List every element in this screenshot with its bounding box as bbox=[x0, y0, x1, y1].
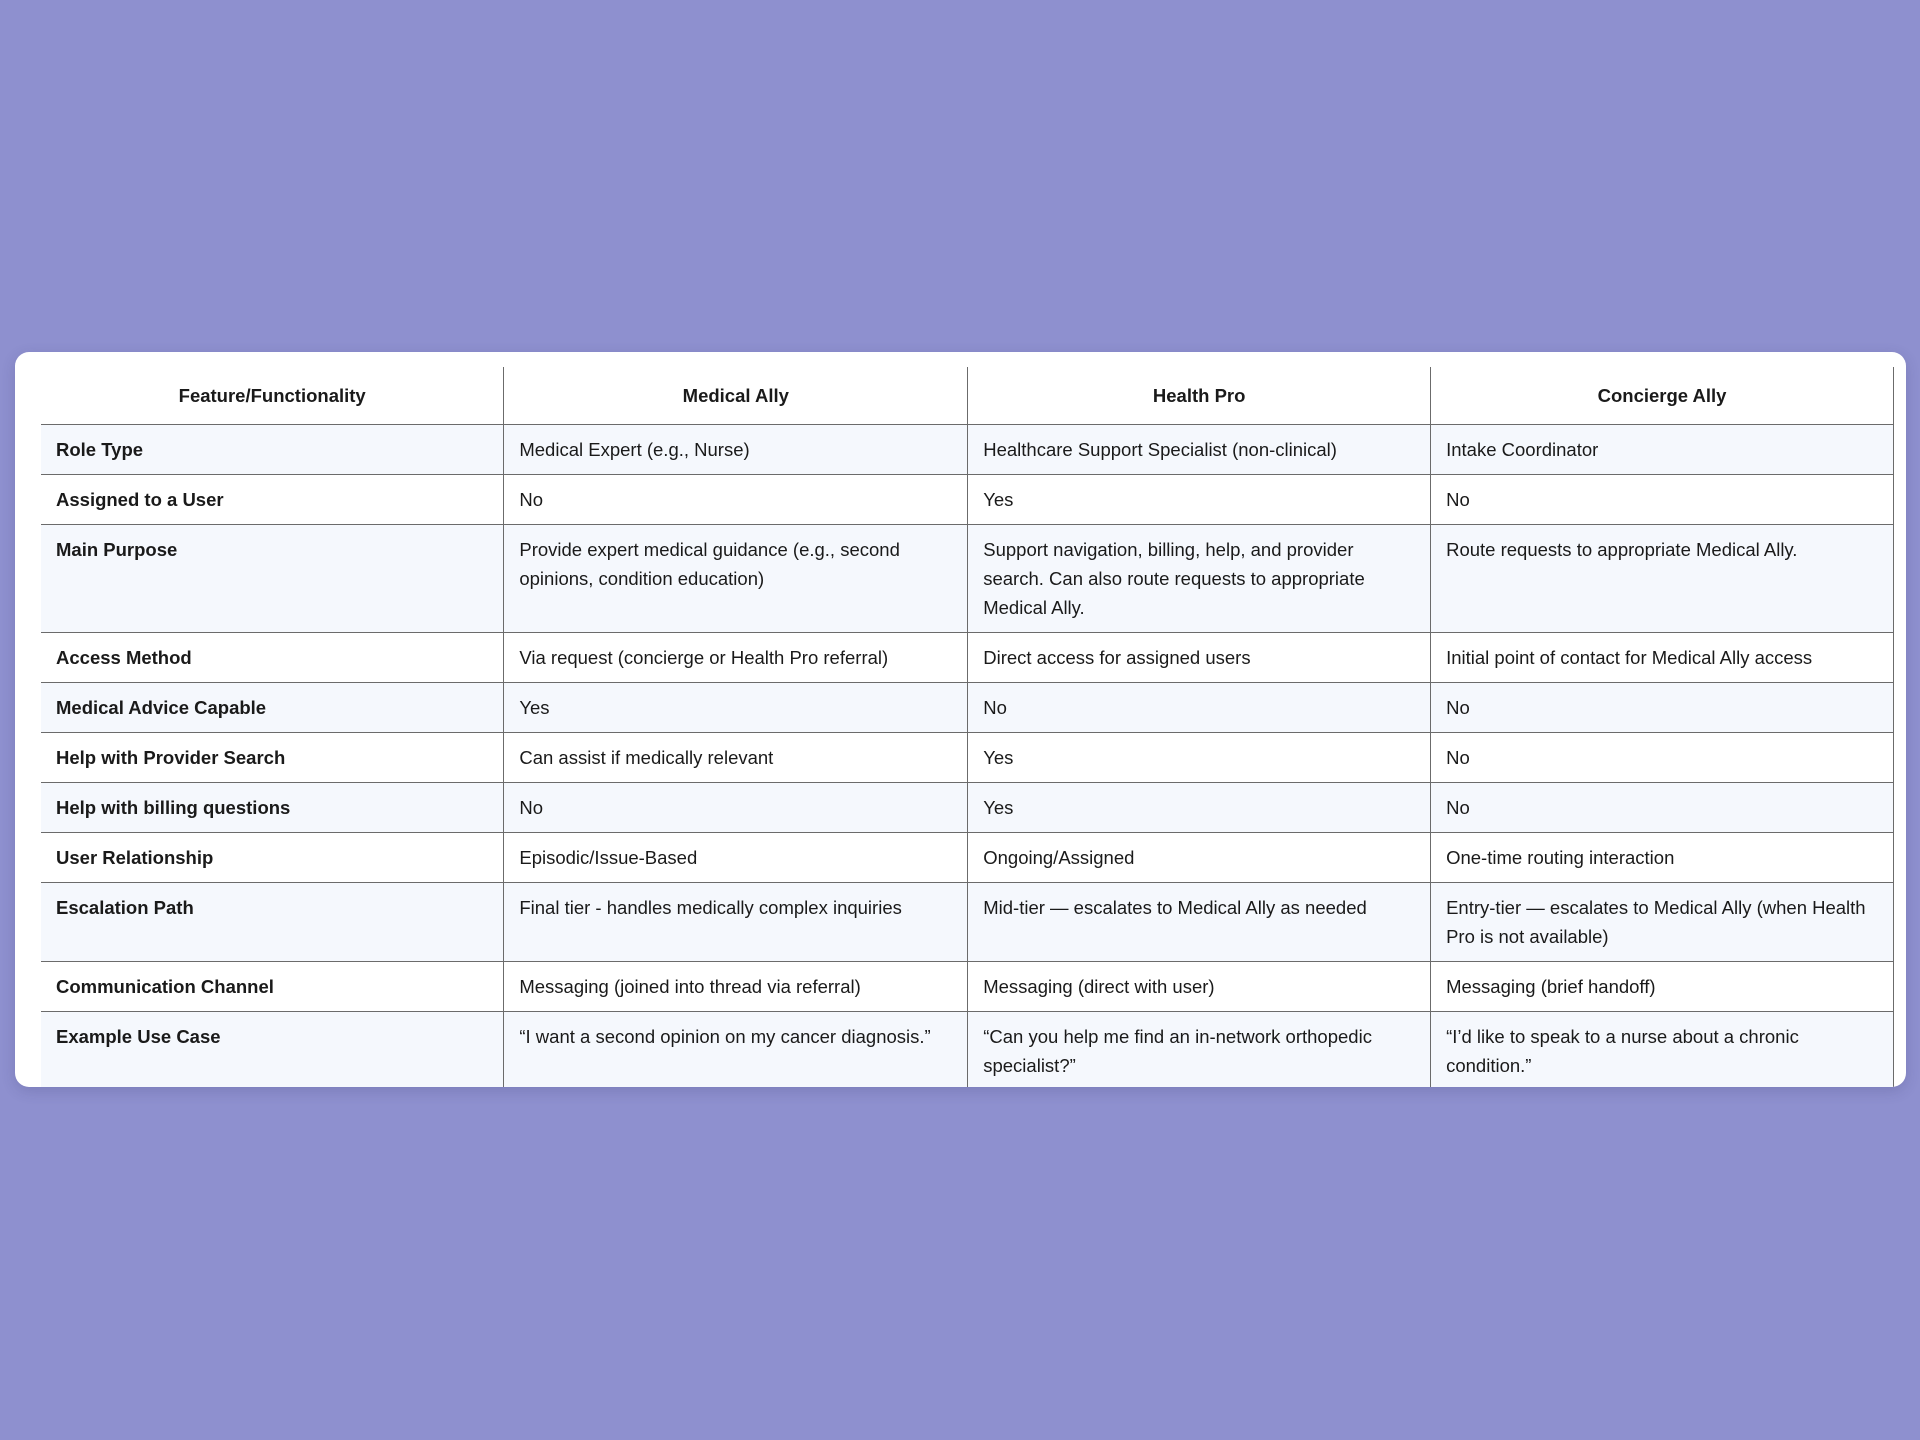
row-feature-cell: Main Purpose bbox=[41, 525, 504, 633]
row-feature-cell: Assigned to a User bbox=[41, 475, 504, 525]
table-row bbox=[41, 475, 1894, 525]
row-feature-cell: Access Method bbox=[41, 633, 504, 683]
health-pro-cell: Yes bbox=[968, 783, 1431, 833]
medical-ally-cell: Via request (concierge or Health Pro referral) bbox=[504, 633, 968, 683]
health-pro-cell: “Can you help me find an in-network orthopedic specialist?” bbox=[968, 1012, 1431, 1088]
concierge-ally-cell: Initial point of contact for Medical Ally access bbox=[1431, 633, 1894, 683]
row-feature-cell: User Relationship bbox=[41, 833, 504, 883]
concierge-ally-cell: No bbox=[1431, 733, 1894, 783]
health-pro-cell: Mid-tier — escalates to Medical Ally as needed bbox=[968, 883, 1431, 962]
medical-ally-cell: Final tier - handles medically complex inquiries bbox=[504, 883, 968, 962]
medical-ally-cell: Yes bbox=[504, 683, 968, 733]
table-row bbox=[41, 425, 1894, 475]
table-header-row bbox=[41, 367, 1894, 425]
concierge-ally-cell: “I’d like to speak to a nurse about a chronic condition.” bbox=[1431, 1012, 1894, 1088]
medical-ally-cell: Messaging (joined into thread via referral) bbox=[504, 962, 968, 1012]
medical-ally-cell: Episodic/Issue-Based bbox=[504, 833, 968, 883]
health-pro-cell: Yes bbox=[968, 733, 1431, 783]
concierge-ally-cell: No bbox=[1431, 683, 1894, 733]
row-feature-cell: Communication Channel bbox=[41, 962, 504, 1012]
table-row bbox=[41, 633, 1894, 683]
column-header-medical-ally: Medical Ally bbox=[504, 367, 968, 425]
table-row bbox=[41, 783, 1894, 833]
table-row bbox=[41, 883, 1894, 962]
comparison-card bbox=[15, 352, 1906, 1087]
medical-ally-cell: Can assist if medically relevant bbox=[504, 733, 968, 783]
column-header-concierge-ally: Concierge Ally bbox=[1431, 367, 1894, 425]
health-pro-cell: Ongoing/Assigned bbox=[968, 833, 1431, 883]
concierge-ally-cell: No bbox=[1431, 475, 1894, 525]
column-header-feature: Feature/Functionality bbox=[41, 367, 504, 425]
medical-ally-cell: “I want a second opinion on my cancer diagnosis.” bbox=[504, 1012, 968, 1088]
concierge-ally-cell: Route requests to appropriate Medical Ally. bbox=[1431, 525, 1894, 633]
health-pro-cell: Direct access for assigned users bbox=[968, 633, 1431, 683]
health-pro-cell: Healthcare Support Specialist (non-clinical) bbox=[968, 425, 1431, 475]
medical-ally-cell: No bbox=[504, 475, 968, 525]
health-pro-cell: Messaging (direct with user) bbox=[968, 962, 1431, 1012]
row-feature-cell: Help with Provider Search bbox=[41, 733, 504, 783]
comparison-table bbox=[41, 367, 1894, 1087]
concierge-ally-cell: Entry-tier — escalates to Medical Ally (when Health Pro is not available) bbox=[1431, 883, 1894, 962]
medical-ally-cell: No bbox=[504, 783, 968, 833]
health-pro-cell: No bbox=[968, 683, 1431, 733]
column-header-health-pro: Health Pro bbox=[968, 367, 1431, 425]
table-row bbox=[41, 962, 1894, 1012]
table-row bbox=[41, 683, 1894, 733]
row-feature-cell: Example Use Case bbox=[41, 1012, 504, 1088]
row-feature-cell: Role Type bbox=[41, 425, 504, 475]
table-row bbox=[41, 833, 1894, 883]
health-pro-cell: Yes bbox=[968, 475, 1431, 525]
concierge-ally-cell: One-time routing interaction bbox=[1431, 833, 1894, 883]
row-feature-cell: Escalation Path bbox=[41, 883, 504, 962]
medical-ally-cell: Provide expert medical guidance (e.g., second opinions, condition education) bbox=[504, 525, 968, 633]
row-feature-cell: Medical Advice Capable bbox=[41, 683, 504, 733]
table-row bbox=[41, 733, 1894, 783]
medical-ally-cell: Medical Expert (e.g., Nurse) bbox=[504, 425, 968, 475]
concierge-ally-cell: No bbox=[1431, 783, 1894, 833]
row-feature-cell: Help with billing questions bbox=[41, 783, 504, 833]
concierge-ally-cell: Intake Coordinator bbox=[1431, 425, 1894, 475]
table-row bbox=[41, 1012, 1894, 1088]
health-pro-cell: Support navigation, billing, help, and provider search. Can also route requests to appropriate Medical Ally. bbox=[968, 525, 1431, 633]
concierge-ally-cell: Messaging (brief handoff) bbox=[1431, 962, 1894, 1012]
table-row bbox=[41, 525, 1894, 633]
